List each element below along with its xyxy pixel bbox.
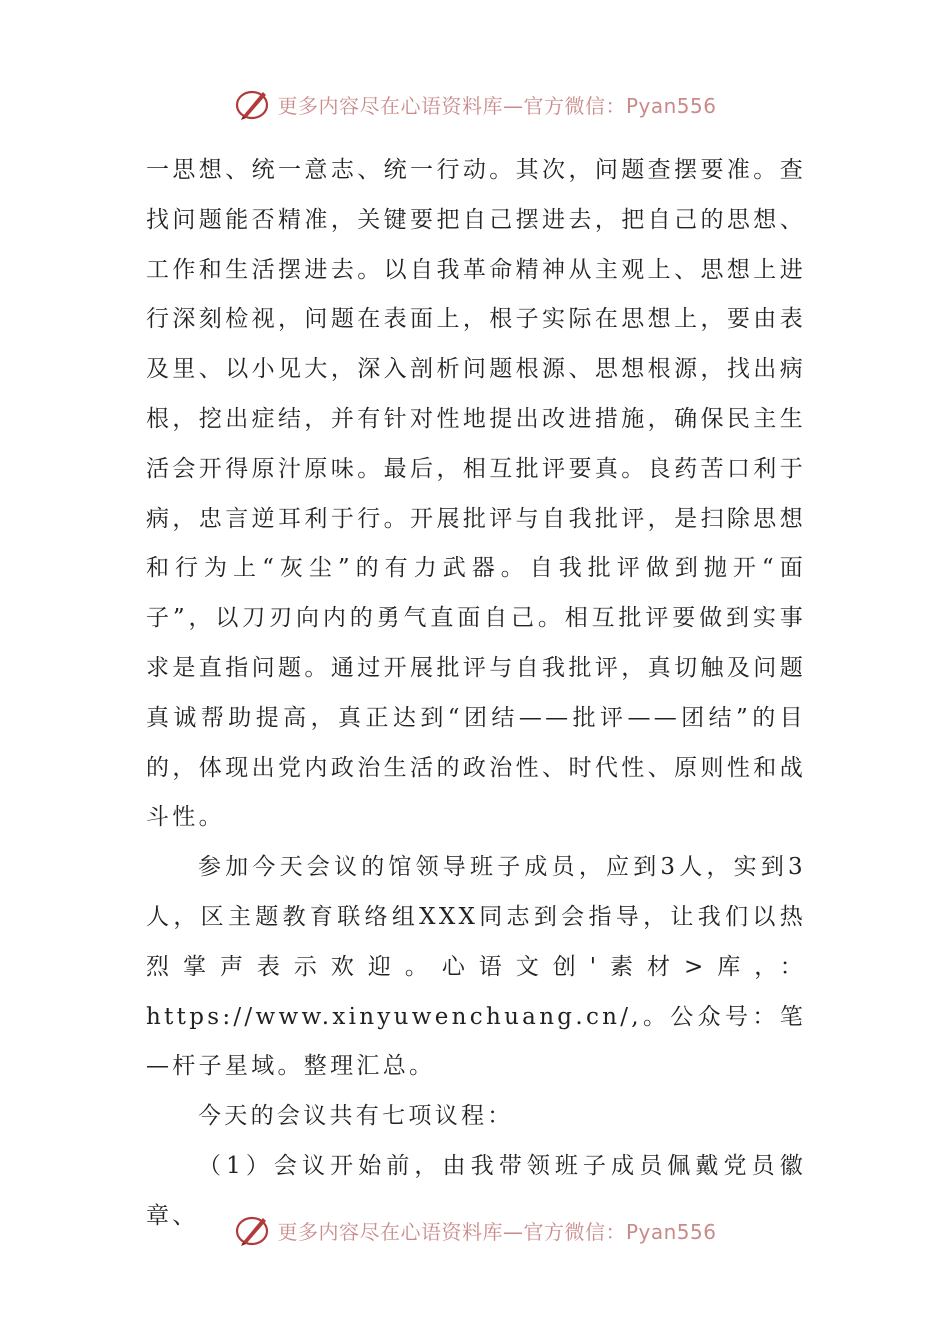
paragraph-2: 参加今天会议的馆领导班子成员，应到3人，实到3人，区主题教育联络组XXX同志到会指导，让我们以热烈掌声表示欢迎。心语文创'素材>库，：https://www.xinyuwenchuang.cn/,。公众号：笔—杆子星域。整理汇总。: [146, 854, 806, 1080]
pen-logo-icon: [233, 86, 273, 122]
pen-logo-icon: [233, 1212, 273, 1248]
header-banner: [0, 84, 950, 124]
footer-banner-text: 更多内容尽在心语资料库—官方微信：Pyan556: [277, 1219, 717, 1244]
document-body: [146, 146, 806, 1242]
footer-banner: [0, 1210, 950, 1250]
header-banner-text: 更多内容尽在心语资料库—官方微信：Pyan556: [277, 93, 717, 118]
paragraph-3: 今天的会议共有七项议程：: [198, 1103, 514, 1130]
paragraph-4: （1）会议开始前，由我带领班子成员佩戴党员徽章、: [146, 1152, 806, 1229]
paragraph-1: 一思想、统一意志、统一行动。其次，问题查摆要准。查找问题能否精准，关键要把自己摆进去，把自己的思想、工作和生活摆进去。以自我革命精神从主观上、思想上进行深刻检视，问题在表面上，根子实际在思想上，要由表及里、以小见大，深入剖析问题根源、思想根源，找出病根，挖出症结，并有针对性地提出改进措施，确保民主生活会开得原汁原味。最后，相互批评要真。良药苦口利于病，忠言逆耳利于行。开展批评与自我批评，是扫除思想和行为上“灰尘”的有力武器。自我批评做到抛开“面子”，以刀刃向内的勇气直面自己。相互批评要做到实事求是直指问题。通过开展批评与自我批评，真切触及问题真诚帮助提高，真正达到“团结——批评——团结”的目的，体现出党内政治生活的政治性、时代性、原则性和战斗性。: [146, 157, 806, 831]
